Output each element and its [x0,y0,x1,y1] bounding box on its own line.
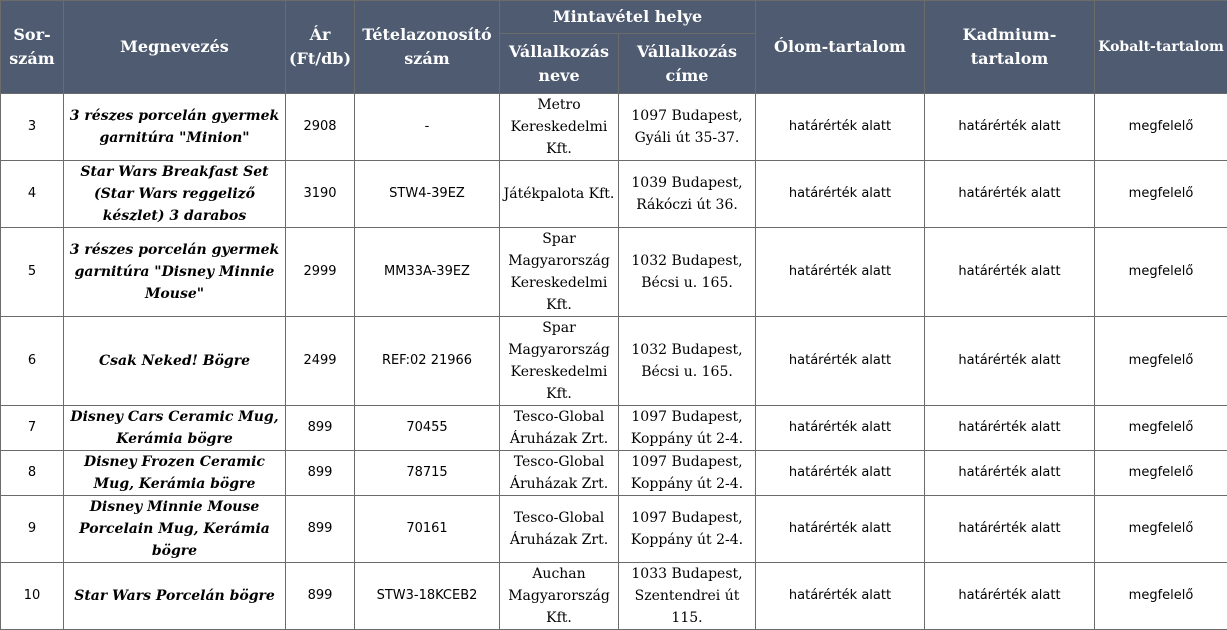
cell-olom-tartalom: határérték alatt [756,228,925,317]
cell-vallalkozas-neve: Tesco-Global Áruházak Zrt. [500,451,619,496]
cell-kobalt-tartalom: megfelelő [1095,451,1227,496]
cell-sorszam: 6 [1,317,64,406]
table-row [1,161,1227,228]
cell-olom-tartalom: határérték alatt [756,496,925,563]
cell-tetelazonosito: STW4-39EZ [355,161,500,228]
cell-kadmium-tartalom: határérték alatt [925,228,1095,317]
cell-tetelazonosito: 78715 [355,451,500,496]
cell-vallalkozas-cime: 1033 Budapest, Szentendrei út 115. [619,563,756,630]
cell-sorszam: 5 [1,228,64,317]
cell-sorszam: 4 [1,161,64,228]
cell-vallalkozas-neve: Tesco-Global Áruházak Zrt. [500,496,619,563]
cell-vallalkozas-neve: Tesco-Global Áruházak Zrt. [500,406,619,451]
cell-megnevezes: 3 részes porcelán gyermek garnitúra "Disney Minnie Mouse" [64,228,286,317]
cell-tetelazonosito: STW3-18KCEB2 [355,563,500,630]
cell-kadmium-tartalom: határérték alatt [925,451,1095,496]
cell-ar: 899 [286,496,355,563]
cell-tetelazonosito: MM33A-39EZ [355,228,500,317]
cell-kobalt-tartalom: megfelelő [1095,228,1227,317]
cell-kobalt-tartalom: megfelelő [1095,496,1227,563]
header-vallalkozas-neve: Vállalkozás neve [500,34,619,94]
cell-sorszam: 10 [1,563,64,630]
cell-kobalt-tartalom: megfelelő [1095,161,1227,228]
header-mintavetel-helye: Mintavétel helye [500,1,756,34]
cell-vallalkozas-neve: Spar Magyarország Kereskedelmi Kft. [500,317,619,406]
cell-vallalkozas-cime: 1097 Budapest, Koppány út 2-4. [619,406,756,451]
header-ar: Ár (Ft/db) [286,1,355,94]
cell-ar: 899 [286,406,355,451]
cell-vallalkozas-cime: 1039 Budapest, Rákóczi út 36. [619,161,756,228]
cell-megnevezes: Disney Frozen Ceramic Mug, Kerámia bögre [64,451,286,496]
cell-tetelazonosito: 70455 [355,406,500,451]
cell-ar: 2999 [286,228,355,317]
cell-ar: 899 [286,451,355,496]
header-tetelazonosito: Tételazonosító szám [355,1,500,94]
cell-sorszam: 9 [1,496,64,563]
cell-vallalkozas-neve: Auchan Magyarország Kft. [500,563,619,630]
cell-tetelazonosito: 70161 [355,496,500,563]
cell-vallalkozas-cime: 1097 Budapest, Koppány út 2-4. [619,451,756,496]
table-header [1,1,1227,94]
cell-megnevezes: Disney Cars Ceramic Mug, Kerámia bögre [64,406,286,451]
header-olom-tartalom: Ólom-tartalom [756,1,925,94]
cell-kadmium-tartalom: határérték alatt [925,496,1095,563]
cell-kobalt-tartalom: megfelelő [1095,317,1227,406]
header-sorszam: Sor- szám [1,1,64,94]
cell-vallalkozas-neve: Spar Magyarország Kereskedelmi Kft. [500,228,619,317]
cell-vallalkozas-cime: 1032 Budapest, Bécsi u. 165. [619,228,756,317]
cell-kobalt-tartalom: megfelelő [1095,406,1227,451]
cell-olom-tartalom: határérték alatt [756,161,925,228]
cell-ar: 899 [286,563,355,630]
cell-vallalkozas-cime: 1032 Budapest, Bécsi u. 165. [619,317,756,406]
cell-olom-tartalom: határérték alatt [756,317,925,406]
cell-kobalt-tartalom: megfelelő [1095,94,1227,161]
cell-sorszam: 3 [1,94,64,161]
cell-sorszam: 8 [1,451,64,496]
table-row [1,563,1227,630]
table-row [1,94,1227,161]
cell-tetelazonosito: - [355,94,500,161]
cell-megnevezes: Star Wars Breakfast Set (Star Wars reggeliző készlet) 3 darabos [64,161,286,228]
cell-olom-tartalom: határérték alatt [756,94,925,161]
cell-sorszam: 7 [1,406,64,451]
header-kadmium-tartalom: Kadmium-tartalom [925,1,1095,94]
cell-olom-tartalom: határérték alatt [756,451,925,496]
cell-tetelazonosito: REF:02 21966 [355,317,500,406]
cell-kadmium-tartalom: határérték alatt [925,563,1095,630]
table-row [1,451,1227,496]
table-row [1,406,1227,451]
table-row [1,317,1227,406]
cell-kadmium-tartalom: határérték alatt [925,94,1095,161]
table-row [1,496,1227,563]
cell-olom-tartalom: határérték alatt [756,406,925,451]
table-row [1,228,1227,317]
cell-megnevezes: 3 részes porcelán gyermek garnitúra "Minion" [64,94,286,161]
cell-ar: 3190 [286,161,355,228]
cell-kadmium-tartalom: határérték alatt [925,406,1095,451]
cell-kadmium-tartalom: határérték alatt [925,161,1095,228]
cell-megnevezes: Star Wars Porcelán bögre [64,563,286,630]
cell-vallalkozas-neve: Játékpalota Kft. [500,161,619,228]
cell-olom-tartalom: határérték alatt [756,563,925,630]
table-body [1,94,1227,630]
cell-kobalt-tartalom: megfelelő [1095,563,1227,630]
cell-vallalkozas-neve: Metro Kereskedelmi Kft. [500,94,619,161]
cell-ar: 2908 [286,94,355,161]
cell-kadmium-tartalom: határérték alatt [925,317,1095,406]
header-vallalkozas-cime: Vállalkozás címe [619,34,756,94]
cell-megnevezes: Disney Minnie Mouse Porcelain Mug, Kerámia bögre [64,496,286,563]
cell-vallalkozas-cime: 1097 Budapest, Gyáli út 35-37. [619,94,756,161]
header-kobalt-tartalom: Kobalt-tartalom [1095,1,1227,94]
cell-megnevezes: Csak Neked! Bögre [64,317,286,406]
cell-ar: 2499 [286,317,355,406]
header-megnevezes: Megnevezés [64,1,286,94]
cell-vallalkozas-cime: 1097 Budapest, Koppány út 2-4. [619,496,756,563]
